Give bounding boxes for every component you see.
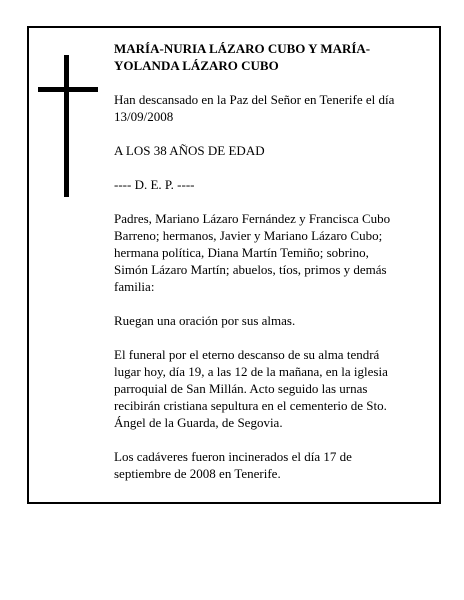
deceased-name: MARÍA-NURIA LÁZARO CUBO Y MARÍA-YOLANDA LÁZARO CUBO [114, 41, 371, 73]
funeral-paragraph: El funeral por el eterno descanso de su alma tendrá lugar hoy, día 19, a las 12 de la mañana, en la iglesia parroquial de San Millán. Acto seguido las urnas recibirán cristiana sepultura en el cementerio de Sto. Ángel de la Guarda, de Segovia. [114, 347, 388, 430]
cross-horizontal-bar [38, 87, 98, 92]
age-line: A LOS 38 AÑOS DE EDAD [114, 143, 265, 158]
cross-vertical-bar [64, 55, 69, 197]
prayer-paragraph: Ruegan una oración por sus almas. [114, 313, 296, 328]
family-paragraph: Padres, Mariano Lázaro Fernández y Francisca Cubo Barreno; hermanos, Javier y Mariano Lázaro Cubo; hermana política, Diana Martín Temiño; sobrino, Simón Lázaro Martín; abuelos, tíos, primos y demás familia: [114, 211, 391, 294]
cremation-paragraph: Los cadáveres fueron incinerados el día 17 de septiembre de 2008 en Tenerife. [114, 449, 352, 481]
dep-line: ---- D. E. P. ---- [114, 177, 195, 192]
cross-icon [38, 55, 98, 197]
rest-statement: Han descansado en la Paz del Señor en Tenerife el día 13/09/2008 [114, 92, 395, 124]
obituary-content [114, 40, 406, 499]
